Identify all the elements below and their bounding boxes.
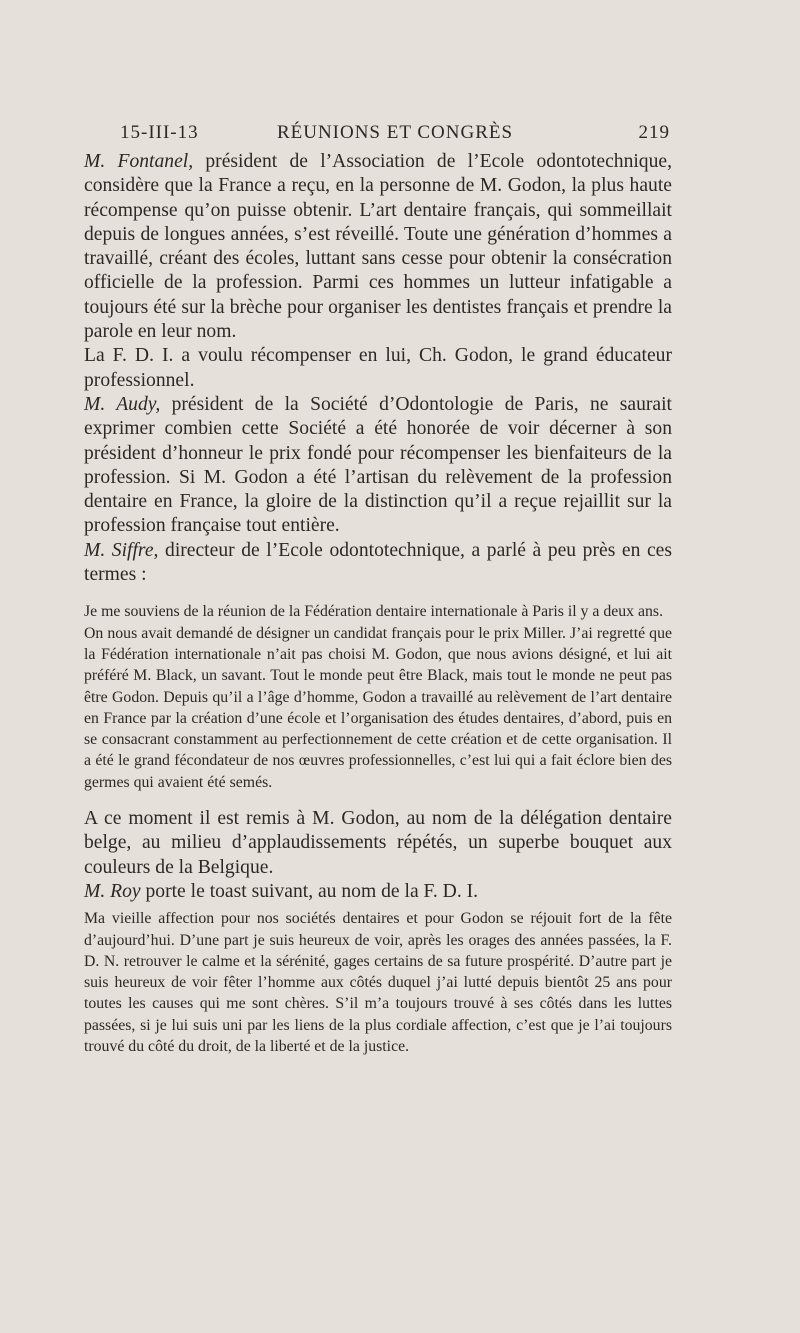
header-title: RÉUNIONS ET CONGRÈS bbox=[276, 122, 514, 143]
paragraph-bouquet bbox=[84, 807, 672, 880]
speaker-name: M. Fontanel, bbox=[84, 151, 194, 172]
quote-siffre-line-2 bbox=[84, 623, 672, 793]
paragraph-siffre bbox=[84, 539, 672, 588]
quote-text: On nous avait demandé de désigner un candidat français pour le prix Miller. J’ai regretté que la Fédération internationale n’ait pas choisi M. Godon, que nous avions désigné, et lui ait préféré M. Black, un savant. Tout le monde peut être Black, mais tout le monde ne peut pas être Godon. Depuis qu’il a l’âge d’homme, Godon a travaillé au relèvement de l’art dentaire en France par la création d’une école et l’organisation des études dentaires, d’abord, puis en se consacrant constamment au perfectionnement de cette création et de cette organisation. Il a été le grand fécondateur de nos œuvres professionnelles, c’est lui qui a fait éclore bien des germes qui avaient été semés. bbox=[84, 624, 672, 791]
paragraph-audy bbox=[84, 393, 672, 539]
speaker-name: M. Siffre, bbox=[84, 539, 159, 561]
paragraph-text: A ce moment il est remis à M. Godon, au nom de la délégation dentaire belge, au milieu d’applaudissements répétés, un superbe bouquet aux couleurs de la Belgique. bbox=[84, 808, 672, 878]
speaker-name: M. Roy bbox=[84, 880, 141, 902]
paragraph-text: porte le toast suivant, au nom de la F. D. I. bbox=[140, 880, 479, 902]
page-number: 219 bbox=[638, 122, 670, 143]
quote-roy bbox=[84, 908, 672, 1057]
speaker-name: M. Audy, bbox=[84, 393, 161, 415]
paragraph-text: président de l’Association de l’Ecole odontotechnique, considère que la France a reçu, en la personne de M. Godon, la plus haute récompense qu’on puisse obtenir. L’art dentaire français, qui sommeillait depuis de longues années, s’est réveillé. Toute une génération d’hommes a travaillé, créant des écoles, luttant sans cesse pour obtenir la consécration officielle de la profession. Parmi ces hommes un lutteur infatigable a toujours été sur la brèche pour organiser les dentistes français et prendre la parole en leur nom. bbox=[84, 151, 673, 343]
paragraph-fdi bbox=[84, 344, 672, 393]
paragraph-text: La F. D. I. a voulu récompenser en lui, Ch. Godon, le grand éducateur professionnel. bbox=[84, 345, 672, 391]
running-header bbox=[120, 122, 670, 152]
quote-siffre-line-1 bbox=[84, 601, 672, 622]
paragraph-text: directeur de l’Ecole odontotechnique, a parlé à peu près en ces termes : bbox=[84, 539, 673, 586]
header-date: 15-III-13 bbox=[120, 122, 199, 143]
paragraph-roy bbox=[84, 880, 672, 904]
paragraph-fontanel bbox=[84, 150, 672, 344]
quote-text: Je me souviens de la réunion de la Fédération dentaire internationale à Paris il y a deux ans. bbox=[84, 603, 664, 621]
paragraph-text: président de la Société d’Odontologie de Paris, ne saurait exprimer combien cette Société a été honorée de voir décerner à son président d’honneur le prix fondé pour récompenser les bienfaiteurs de la profession. Si M. Godon a été l’artisan du relèvement de la profession dentaire en France, la gloire de la distinction qu’il a reçue rejaillit sur la profession française tout entière. bbox=[84, 393, 672, 537]
quote-text: Ma vieille affection pour nos sociétés dentaires et pour Godon se réjouit fort de la fête d’aujourd’hui. D’une part je suis heureux de voir, après les orages des années passées, la F. D. N. retrouver le calme et la sérénité, gages certains de sa future prospérité. D’autre part je suis heureux de voir fêter l’homme aux côtés duquel j’ai lutté depuis bientôt 25 ans pour toutes les causes qui me sont chères. S’il m’a toujours trouvé à ses côtés dans les luttes passées, si je lui suis uni par les liens de la plus cordiale affection, c’est que je l’ai toujours trouvé du côté du droit, de la liberté et de la justice. bbox=[84, 910, 672, 1055]
body-text bbox=[84, 150, 672, 1057]
